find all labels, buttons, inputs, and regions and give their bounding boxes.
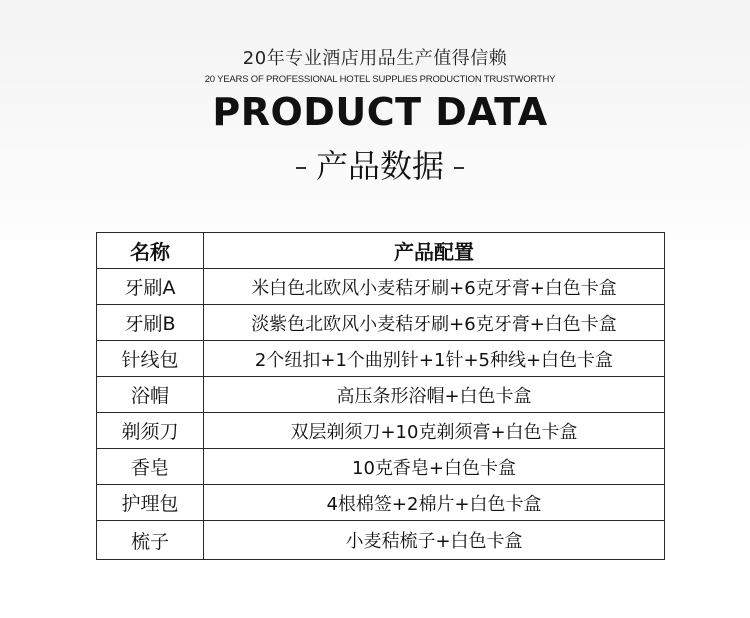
- table-row: [97, 485, 665, 521]
- product-config-cell: 4根棉签+2棉片+白色卡盒: [204, 485, 665, 521]
- product-name-cell: 针线包: [97, 341, 204, 377]
- product-config-cell: 小麦秸梳子+白色卡盒: [204, 521, 665, 560]
- table-row: [97, 341, 665, 377]
- product-name-cell: 牙刷A: [97, 269, 204, 305]
- title-left-dash: [296, 167, 306, 169]
- page-title-chinese: 产品数据: [315, 147, 444, 185]
- table-row: [97, 413, 665, 449]
- title-right-dash: [454, 167, 464, 169]
- product-config-cell: 2个纽扣+1个曲别针+1针+5种线+白色卡盒: [204, 341, 665, 377]
- column-header-config: 产品配置: [204, 233, 665, 269]
- product-spec-table: [96, 232, 665, 560]
- product-config-cell: 米白色北欧风小麦秸牙刷+6克牙膏+白色卡盒: [204, 269, 665, 305]
- product-config-cell: 高压条形浴帽+白色卡盒: [204, 377, 665, 413]
- product-name-cell: 剃须刀: [97, 413, 204, 449]
- tagline-chinese: 20年专业酒店用品生产值得信赖: [242, 48, 508, 69]
- table-row: [97, 269, 665, 305]
- product-name-cell: 牙刷B: [97, 305, 204, 341]
- page-title-english: PRODUCT DATA: [212, 90, 548, 134]
- tagline-english: 20 YEARS OF PROFESSIONAL HOTEL SUPPLIES PRODUCTION TRUSTWORTHY: [204, 74, 556, 85]
- table-row: [97, 377, 665, 413]
- product-name-cell: 梳子: [97, 521, 204, 560]
- table-row: [97, 449, 665, 485]
- product-config-cell: 双层剃须刀+10克剃须膏+白色卡盒: [204, 413, 665, 449]
- product-name-cell: 浴帽: [97, 377, 204, 413]
- product-name-cell: 香皂: [97, 449, 204, 485]
- column-header-name: 名称: [97, 233, 204, 269]
- product-name-cell: 护理包: [97, 485, 204, 521]
- product-config-cell: 10克香皂+白色卡盒: [204, 449, 665, 485]
- page-title-chinese-wrapper: [0, 141, 750, 187]
- product-config-cell: 淡紫色北欧风小麦秸牙刷+6克牙膏+白色卡盒: [204, 305, 665, 341]
- table-header-row: [97, 233, 665, 269]
- table-row: [97, 521, 665, 560]
- table-row: [97, 305, 665, 341]
